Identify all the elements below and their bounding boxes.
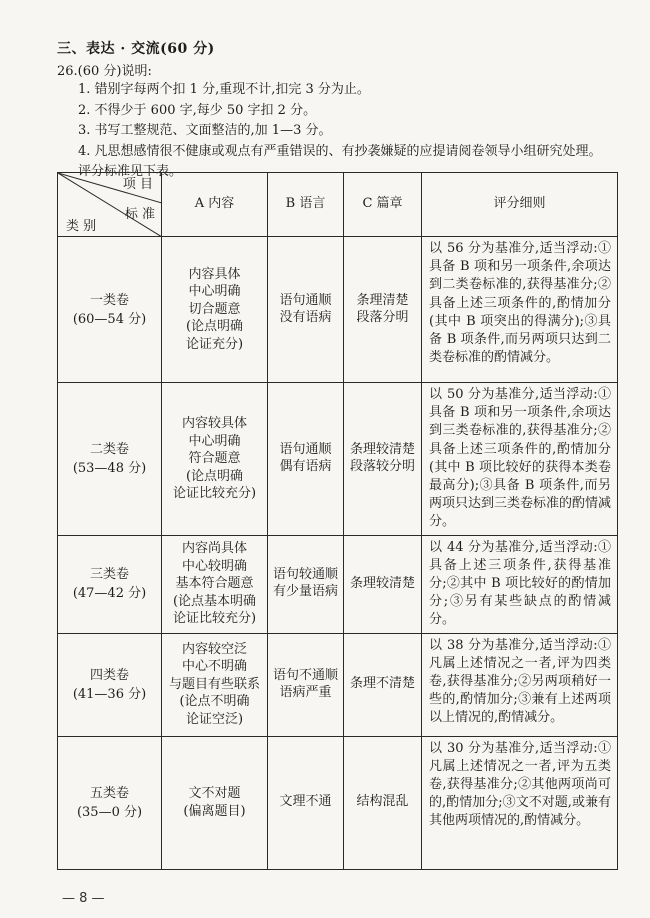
language-line: 语病严重 bbox=[279, 684, 332, 700]
table-row bbox=[58, 237, 618, 383]
class-name: 四类卷 bbox=[89, 667, 129, 683]
class-range: (60—54 分) bbox=[72, 311, 147, 327]
language-line: 语句通顺 bbox=[279, 292, 332, 308]
structure-cell bbox=[344, 535, 422, 633]
content-cell bbox=[162, 535, 268, 633]
table-row bbox=[58, 383, 618, 536]
note-item: 2. 不得少于 600 字,每少 50 字扣 2 分。 bbox=[78, 102, 317, 118]
content-line: 基本符合题意 bbox=[175, 576, 254, 592]
content-line: (论点明确 bbox=[185, 468, 244, 484]
language-line: 偶有语病 bbox=[279, 458, 332, 474]
diagonal-header-cell bbox=[58, 173, 162, 237]
class-name: 五类卷 bbox=[89, 785, 129, 801]
content-line: 中心明确 bbox=[188, 284, 241, 300]
class-range: (53—48 分) bbox=[72, 460, 147, 476]
content-line: 论证空泛) bbox=[185, 711, 244, 727]
class-range: (47—42 分) bbox=[72, 586, 147, 602]
content-line: 切合题意 bbox=[188, 301, 241, 317]
content-line: 内容尚具体 bbox=[181, 541, 247, 557]
content-cell bbox=[162, 383, 268, 536]
structure-cell bbox=[344, 736, 422, 869]
content-line: 论证比较充分) bbox=[172, 486, 257, 502]
note-item: 4. 凡思想感情很不健康或观点有严重错误的、有抄袭嫌疑的应提请阅卷领导小组研究处理。 bbox=[78, 143, 602, 159]
diag-label-standard: 标 准 bbox=[124, 207, 155, 222]
language-cell bbox=[268, 535, 344, 633]
language-line: 语句较通顺 bbox=[272, 567, 338, 583]
content-cell bbox=[162, 237, 268, 383]
notes-list bbox=[78, 80, 602, 162]
language-line: 语句不通顺 bbox=[272, 667, 338, 683]
detail-cell: 以 38 分为基准分,适当浮动:①凡属上述情况之一者,评为四类卷,获得基准分;②另两项稍好一些的,酌情加分;③兼有上述两项以上情况的,酌情减分。 bbox=[422, 633, 618, 736]
structure-cell bbox=[344, 383, 422, 536]
language-line: 文理不通 bbox=[279, 794, 332, 810]
diag-label-category: 类 别 bbox=[66, 219, 97, 234]
table-row bbox=[58, 736, 618, 869]
class-cell bbox=[58, 633, 162, 736]
content-cell bbox=[162, 633, 268, 736]
diag-label-item: 项 目 bbox=[122, 177, 153, 192]
content-line: 内容较空泛 bbox=[181, 641, 247, 657]
content-line: (论点不明确 bbox=[179, 694, 250, 710]
section-title: 三、表达 · 交流(60 分) bbox=[57, 41, 215, 57]
language-line: 语句通顺 bbox=[279, 442, 332, 458]
content-line: 文不对题 bbox=[188, 786, 241, 802]
content-line: 符合题意 bbox=[188, 451, 241, 467]
header-content: A 内容 bbox=[162, 173, 268, 237]
page-number: — 8 — bbox=[62, 891, 105, 906]
detail-cell: 以 50 分为基准分,适当浮动:①具备 B 项和另一项条件,余项达到三类卷标准的,获得基准分;②具备上述三项条件的,酌情加分(其中 B 项比较好的获得本类卷最高分);③具备 B 项条件,而另两项只达到三类卷标准的酌情减分。 bbox=[422, 383, 618, 536]
scoring-table bbox=[57, 172, 618, 870]
header-row bbox=[58, 173, 618, 237]
content-line: (偏离题目) bbox=[183, 803, 246, 819]
note-item: 1. 错别字每两个扣 1 分,重现不计,扣完 3 分为止。 bbox=[78, 82, 370, 97]
class-range: (35—0 分) bbox=[76, 804, 143, 820]
detail-cell: 以 30 分为基准分,适当浮动:①凡属上述情况之一者,评为五类卷,获得基准分;②其他两项尚可的,酌情加分;③文不对题,或兼有其他两项情况的,酌情减分。 bbox=[422, 736, 618, 869]
content-line: 中心明确 bbox=[188, 433, 241, 449]
detail-cell: 以 56 分为基准分,适当浮动:①具备 B 项和另一项条件,余项达到二类卷标准的,获得基准分;②具备上述三项条件的,酌情加分(其中 B 项突出的得满分);③具备 B 项条件,而另两项只达到二类卷标准的酌情减分。 bbox=[422, 237, 618, 383]
content-line: 中心较明确 bbox=[181, 558, 247, 574]
language-cell bbox=[268, 633, 344, 736]
structure-line: 结构混乱 bbox=[356, 794, 409, 810]
structure-line: 条理较清楚 bbox=[349, 575, 415, 591]
header-structure: C 篇章 bbox=[344, 173, 422, 237]
class-range: (41—36 分) bbox=[72, 686, 147, 702]
class-name: 二类卷 bbox=[89, 441, 129, 457]
class-cell bbox=[58, 736, 162, 869]
language-line: 有少量语病 bbox=[272, 584, 338, 600]
content-cell bbox=[162, 736, 268, 869]
language-cell bbox=[268, 237, 344, 383]
content-line: 论证充分) bbox=[185, 336, 244, 352]
note-item: 3. 书写工整规范、文面整洁的,加 1—3 分。 bbox=[78, 123, 332, 138]
detail-cell: 以 44 分为基准分,适当浮动:①具备上述三项条件,获得基准分;②其中 B 项比较好的酌情加分;③另有某些缺点的酌情减分。 bbox=[422, 535, 618, 633]
class-cell bbox=[58, 237, 162, 383]
structure-cell bbox=[344, 633, 422, 736]
class-cell bbox=[58, 535, 162, 633]
class-name: 三类卷 bbox=[89, 567, 129, 583]
standard-line: 评分标准见下表。 bbox=[78, 164, 183, 179]
content-line: (论点基本明确 bbox=[172, 593, 257, 609]
content-line: 内容具体 bbox=[188, 266, 241, 282]
content-line: 中心不明确 bbox=[181, 659, 247, 675]
question-line: 26.(60 分)说明: bbox=[57, 64, 152, 79]
content-line: (论点明确 bbox=[185, 319, 244, 335]
content-line: 与题目有些联系 bbox=[168, 676, 260, 692]
header-detail: 评分细则 bbox=[422, 173, 618, 237]
structure-line: 条理较清楚 bbox=[349, 442, 415, 458]
structure-line: 条理清楚 bbox=[356, 292, 409, 308]
content-line: 内容较具体 bbox=[181, 416, 247, 432]
structure-cell bbox=[344, 237, 422, 383]
structure-line: 段落较分明 bbox=[349, 458, 415, 474]
table-row bbox=[58, 633, 618, 736]
language-cell bbox=[268, 736, 344, 869]
header-language: B 语言 bbox=[268, 173, 344, 237]
table-row bbox=[58, 535, 618, 633]
class-name: 一类卷 bbox=[89, 292, 129, 308]
structure-line: 段落分明 bbox=[356, 309, 409, 325]
class-cell bbox=[58, 383, 162, 536]
language-line: 没有语病 bbox=[279, 309, 332, 325]
content-line: 论证比较充分) bbox=[172, 611, 257, 627]
language-cell bbox=[268, 383, 344, 536]
structure-line: 条理不清楚 bbox=[349, 676, 415, 692]
